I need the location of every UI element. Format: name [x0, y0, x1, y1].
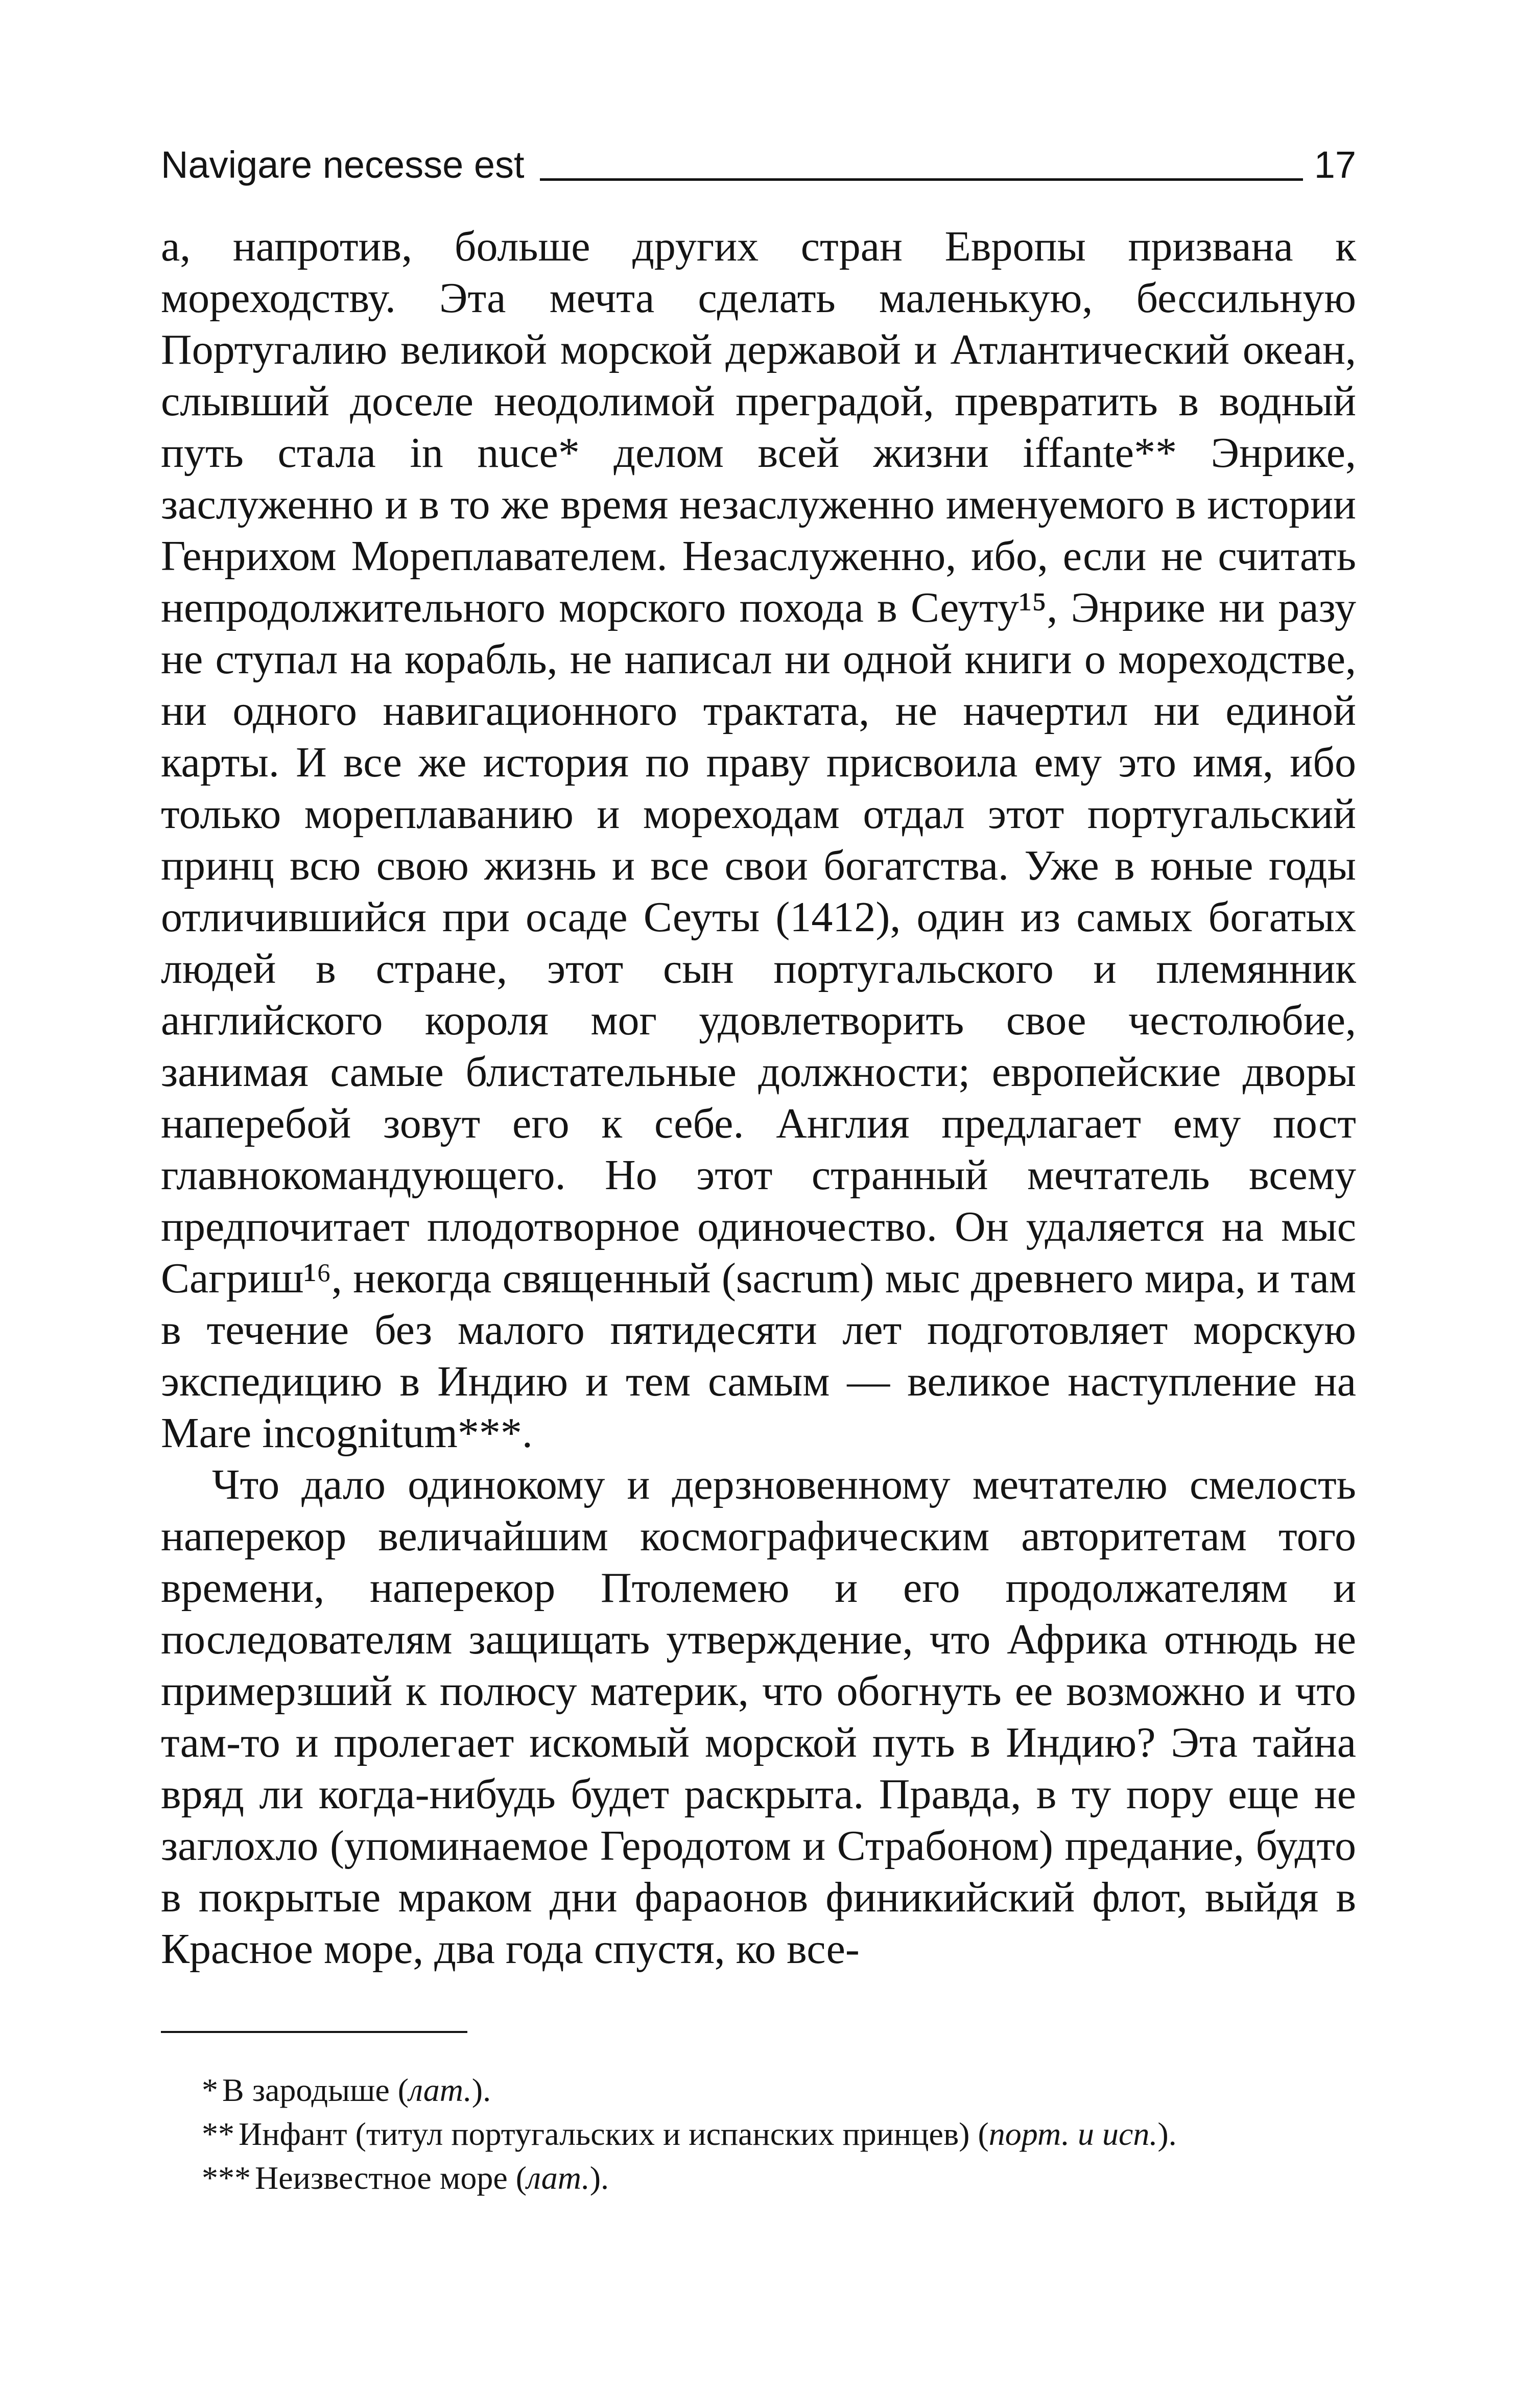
- footnote-text: Инфант (титул португальских и испанских принцев) (: [239, 2116, 989, 2152]
- footnote-close: ).: [589, 2160, 609, 2196]
- body-text: [161, 221, 1356, 1975]
- paragraph: а, напротив, больше других стран Европы призвана к мореходству. Эта мечта сделать маленькую, бессильную Португалию великой морской державой и Атлантический океан, слывший доселе неодолимой преградой, превратить в водный путь стала in nuce* делом всей жизни iffante** Энрике, заслуженно и в то же время незаслуженно именуемого в истории Генрихом Мореплавателем. Незаслуженно, ибо, если не считать непродолжительного морского похода в Сеуту¹⁵, Энрике ни разу не ступал на корабль, не написал ни одной книги о мореходстве, ни одного навигационного трактата, не начертил ни единой карты. И все же история по праву присвоила ему это имя, ибо только мореплаванию и мореходам отдал этот португальский принц всю свою жизнь и все свои богатства. Уже в юные годы отличившийся при осаде Сеуты (1412), один из самых богатых людей в стране, этот сын португальского и племянник английского короля мог удовлетворить свое честолюбие, занимая самые блистательные должности; европейские дворы наперебой зовут его к себе. Англия предлагает ему пост главнокомандующего. Но этот странный мечтатель всему предпочитает плодотворное одиночество. Он удаляется на мыс Сагриш¹⁶, некогда священный (sacrum) мыс древнего мира, и там в течение без малого пятидесяти лет подготовляет морскую экспедицию в Индию и тем самым — великое наступление на Mare incognitum***.: [161, 223, 1356, 1457]
- footnote-separator: [161, 2031, 467, 2033]
- running-title: Navigare necesse est: [161, 144, 525, 186]
- book-page: [161, 128, 1356, 2201]
- footnote: [161, 2113, 1356, 2156]
- footnote-close: ).: [471, 2072, 491, 2108]
- header-rule: [540, 178, 1303, 181]
- footnote-marker: ***: [202, 2160, 251, 2196]
- footnote-marker: **: [202, 2116, 234, 2152]
- footnote-text: Неизвестное море (: [255, 2160, 527, 2196]
- footnote: [161, 2157, 1356, 2200]
- footnote-language: лат.: [409, 2072, 472, 2108]
- footnote-marker: *: [202, 2072, 218, 2108]
- footnote-close: ).: [1157, 2116, 1177, 2152]
- paragraph: Что дало одинокому и дерзновенному мечтателю смелость наперекор величайшим космографическим авторитетам того времени, наперекор Птолемею и его продолжателям и последователям защищать утверждение, что Африка отнюдь не примерзший к полюсу материк, что обогнуть ее возможно и что там-то и пролегает искомый морской путь в Индию? Эта тайна вряд ли когда-нибудь будет раскрыта. Правда, в ту пору еще не заглохло (упоминаемое Геродотом и Страбоном) предание, будто в покрытые мраком дни фараонов финикийский флот, выйдя в Красное море, два года спустя, ко все-: [161, 1461, 1356, 1973]
- footnote-text: В зародыше (: [222, 2072, 409, 2108]
- page-number: 17: [1314, 144, 1356, 186]
- footnotes: [161, 2069, 1356, 2200]
- footnote-language: порт. и исп.: [988, 2116, 1158, 2152]
- footnote: [161, 2069, 1356, 2112]
- footnote-language: лат.: [527, 2160, 590, 2196]
- running-header: [161, 128, 1356, 184]
